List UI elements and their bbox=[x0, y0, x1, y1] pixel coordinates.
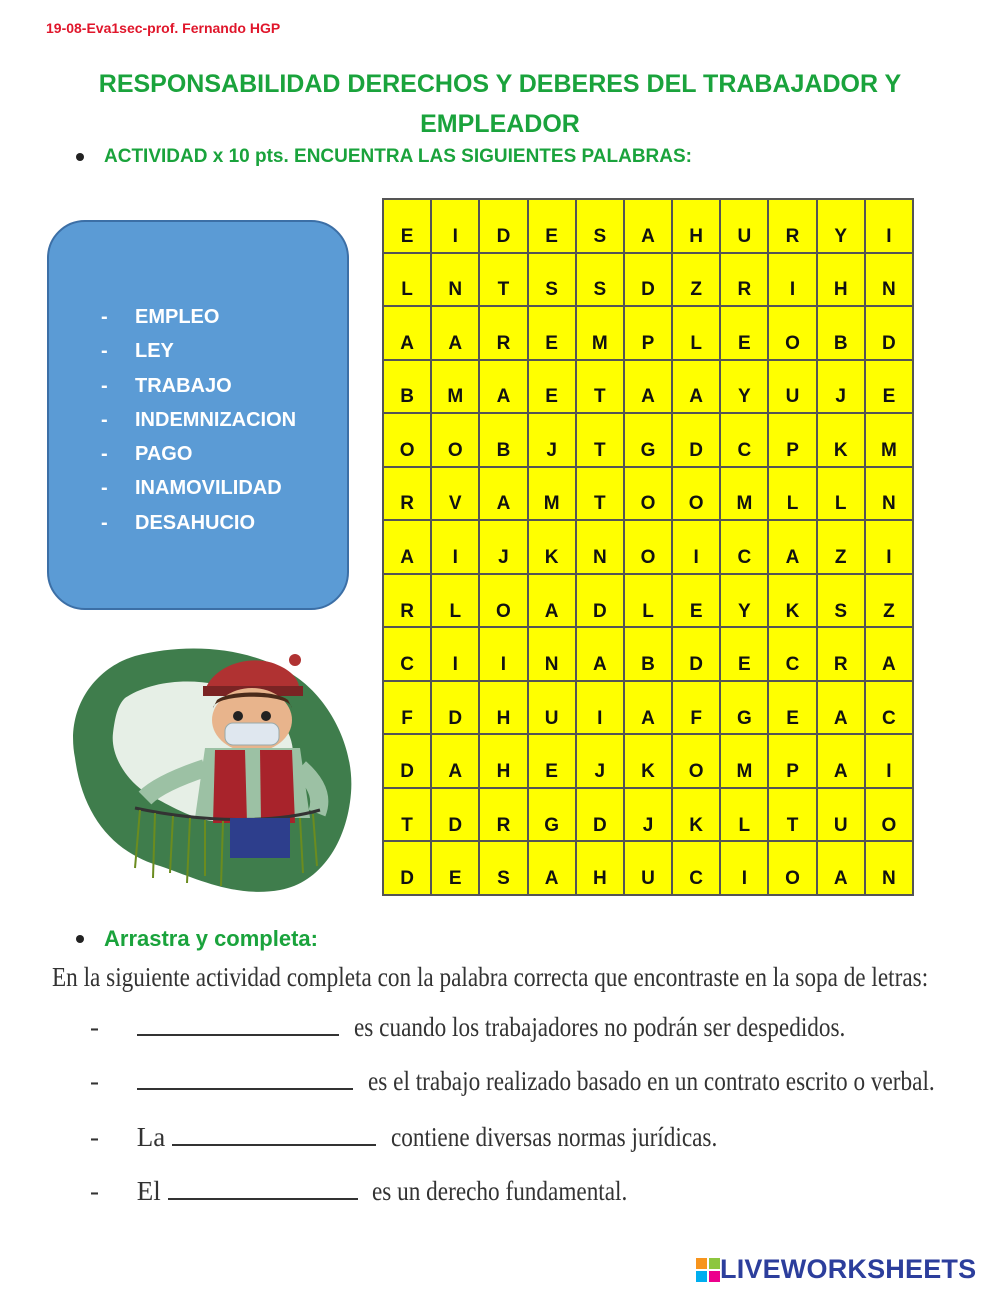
grid-cell[interactable]: D bbox=[383, 841, 431, 895]
grid-cell[interactable]: I bbox=[720, 841, 768, 895]
grid-cell[interactable]: N bbox=[865, 253, 913, 307]
grid-cell[interactable]: U bbox=[768, 360, 816, 414]
grid-cell[interactable]: O bbox=[768, 306, 816, 360]
grid-cell[interactable]: R bbox=[383, 467, 431, 521]
grid-cell[interactable]: S bbox=[817, 574, 865, 628]
grid-cell[interactable]: M bbox=[576, 306, 624, 360]
grid-cell[interactable]: C bbox=[720, 413, 768, 467]
grid-cell[interactable]: H bbox=[817, 253, 865, 307]
grid-cell[interactable]: R bbox=[383, 574, 431, 628]
drag-section-heading bbox=[76, 926, 318, 952]
grid-cell[interactable]: N bbox=[576, 520, 624, 574]
grid-cell[interactable]: H bbox=[479, 734, 527, 788]
word-text: TRABAJO bbox=[135, 374, 232, 397]
header-code: 19-08-Eva1sec-prof. Fernando HGP bbox=[46, 20, 281, 36]
grid-cell[interactable]: B bbox=[817, 306, 865, 360]
grid-cell[interactable]: B bbox=[624, 627, 672, 681]
grid-cell[interactable]: I bbox=[865, 734, 913, 788]
grid-cell[interactable]: R bbox=[768, 199, 816, 253]
grid-cell[interactable]: L bbox=[672, 306, 720, 360]
grid-cell[interactable]: D bbox=[431, 788, 479, 842]
grid-cell[interactable]: M bbox=[431, 360, 479, 414]
grid-cell[interactable]: H bbox=[576, 841, 624, 895]
grid-cell[interactable]: E bbox=[528, 360, 576, 414]
grid-cell[interactable]: E bbox=[720, 306, 768, 360]
grid-cell[interactable]: U bbox=[720, 199, 768, 253]
sentence-text: es cuando los trabajadores no podrán ser despedidos. bbox=[353, 1012, 845, 1042]
grid-cell[interactable]: A bbox=[576, 627, 624, 681]
grid-cell[interactable]: E bbox=[768, 681, 816, 735]
grid-cell[interactable]: B bbox=[479, 413, 527, 467]
grid-cell[interactable]: R bbox=[479, 306, 527, 360]
word-text: INDEMNIZACION bbox=[135, 408, 297, 431]
page-title: RESPONSABILIDAD DERECHOS Y DEBERES DEL TRABAJADOR Y EMPLEADOR bbox=[98, 70, 902, 138]
grid-cell[interactable]: A bbox=[624, 681, 672, 735]
sentence-1 bbox=[90, 1012, 925, 1043]
grid-cell[interactable]: O bbox=[624, 467, 672, 521]
word-dash: - bbox=[101, 408, 108, 431]
grid-cell[interactable]: T bbox=[768, 788, 816, 842]
grid-cell[interactable]: D bbox=[865, 306, 913, 360]
grid-cell[interactable]: M bbox=[528, 467, 576, 521]
grid-cell[interactable]: C bbox=[865, 681, 913, 735]
grid-cell[interactable]: T bbox=[576, 360, 624, 414]
activity-heading bbox=[76, 146, 692, 168]
grid-cell[interactable]: I bbox=[431, 520, 479, 574]
hat-pompom bbox=[289, 654, 301, 666]
grid-cell[interactable]: E bbox=[528, 199, 576, 253]
grid-cell[interactable]: T bbox=[576, 467, 624, 521]
sentence-text: contiene diversas normas jurídicas. bbox=[390, 1122, 718, 1152]
child-weaving-illustration bbox=[55, 638, 365, 900]
grid-cell[interactable]: G bbox=[528, 788, 576, 842]
grid-cell[interactable]: S bbox=[528, 253, 576, 307]
grid-cell[interactable]: J bbox=[817, 360, 865, 414]
grid-cell[interactable]: L bbox=[383, 253, 431, 307]
activity-label: ACTIVIDAD x 10 pts. ENCUENTRA LAS SIGUIENTES PALABRAS: bbox=[104, 146, 692, 167]
word-list-item bbox=[101, 334, 296, 368]
grid-cell[interactable]: U bbox=[817, 788, 865, 842]
grid-cell[interactable]: E bbox=[383, 199, 431, 253]
grid-cell[interactable]: E bbox=[865, 360, 913, 414]
sentence-text: es el trabajo realizado basado en un contrato escrito o verbal. bbox=[367, 1066, 935, 1096]
grid-cell[interactable]: N bbox=[528, 627, 576, 681]
grid-cell[interactable]: T bbox=[383, 788, 431, 842]
grid-cell[interactable]: B bbox=[383, 360, 431, 414]
grid-cell[interactable]: R bbox=[479, 788, 527, 842]
grid-cell[interactable]: O bbox=[431, 413, 479, 467]
word-list-box bbox=[47, 220, 349, 610]
drag-section-title: Arrastra y completa: bbox=[104, 926, 318, 951]
grid-cell[interactable]: A bbox=[383, 306, 431, 360]
grid-cell[interactable]: T bbox=[479, 253, 527, 307]
grid-cell[interactable]: K bbox=[624, 734, 672, 788]
grid-cell[interactable]: L bbox=[720, 788, 768, 842]
grid-cell[interactable]: Z bbox=[865, 574, 913, 628]
liveworksheets-logo[interactable] bbox=[696, 1254, 976, 1285]
grid-cell[interactable]: J bbox=[528, 413, 576, 467]
grid-cell[interactable]: E bbox=[672, 574, 720, 628]
grid-cell[interactable]: S bbox=[576, 199, 624, 253]
grid-cell[interactable]: L bbox=[768, 467, 816, 521]
grid-cell[interactable]: C bbox=[720, 520, 768, 574]
grid-cell[interactable]: A bbox=[624, 360, 672, 414]
word-text: LEY bbox=[135, 340, 174, 363]
grid-cell[interactable]: D bbox=[479, 199, 527, 253]
grid-cell[interactable]: C bbox=[383, 627, 431, 681]
word-text: DESAHUCIO bbox=[135, 511, 256, 534]
sentence-dash: - bbox=[90, 1122, 99, 1152]
grid-cell[interactable]: L bbox=[431, 574, 479, 628]
grid-cell[interactable]: O bbox=[768, 841, 816, 895]
grid-cell[interactable]: C bbox=[672, 841, 720, 895]
grid-cell[interactable]: A bbox=[817, 841, 865, 895]
grid-cell[interactable]: L bbox=[817, 467, 865, 521]
grid-cell[interactable]: D bbox=[576, 574, 624, 628]
sentence-2 bbox=[90, 1066, 1000, 1097]
drop-blank-4[interactable] bbox=[168, 1176, 358, 1200]
grid-cell[interactable]: P bbox=[768, 734, 816, 788]
word-dash: - bbox=[101, 374, 108, 397]
grid-cell[interactable]: Z bbox=[672, 253, 720, 307]
grid-cell[interactable]: A bbox=[431, 734, 479, 788]
grid-cell[interactable]: A bbox=[865, 627, 913, 681]
bullet-icon bbox=[76, 153, 84, 161]
word-text: EMPLEO bbox=[135, 306, 220, 328]
grid-cell[interactable]: Z bbox=[817, 520, 865, 574]
drop-blank-3[interactable] bbox=[172, 1122, 376, 1146]
sentence-dash: - bbox=[90, 1012, 99, 1042]
grid-cell[interactable]: M bbox=[720, 734, 768, 788]
grid-cell[interactable]: P bbox=[768, 413, 816, 467]
vest-right bbox=[260, 750, 295, 823]
grid-cell[interactable]: J bbox=[624, 788, 672, 842]
grid-cell[interactable]: R bbox=[720, 253, 768, 307]
grid-cell[interactable]: M bbox=[720, 467, 768, 521]
grid-cell[interactable]: K bbox=[672, 788, 720, 842]
grid-cell[interactable]: H bbox=[672, 199, 720, 253]
grid-cell[interactable]: N bbox=[865, 467, 913, 521]
grid-cell[interactable]: K bbox=[528, 520, 576, 574]
grid-cell[interactable]: R bbox=[817, 627, 865, 681]
grid-cell[interactable]: A bbox=[383, 520, 431, 574]
grid-cell[interactable]: I bbox=[865, 199, 913, 253]
logo-square-2 bbox=[709, 1258, 720, 1269]
grid-cell[interactable]: I bbox=[576, 681, 624, 735]
word-list-item bbox=[101, 403, 296, 437]
grid-cell[interactable]: I bbox=[768, 253, 816, 307]
drop-blank-2[interactable] bbox=[137, 1066, 353, 1090]
grid-cell[interactable]: V bbox=[431, 467, 479, 521]
grid-cell[interactable]: E bbox=[720, 627, 768, 681]
word-dash: - bbox=[101, 477, 108, 500]
grid-cell[interactable]: D bbox=[383, 734, 431, 788]
grid-cell[interactable]: O bbox=[479, 574, 527, 628]
logo-square-1 bbox=[696, 1258, 707, 1269]
word-list-item bbox=[101, 300, 296, 334]
grid-cell[interactable]: K bbox=[768, 574, 816, 628]
logo-square-3 bbox=[696, 1271, 707, 1282]
grid-cell[interactable]: U bbox=[624, 841, 672, 895]
grid-cell[interactable]: A bbox=[479, 360, 527, 414]
grid-cell[interactable]: S bbox=[479, 841, 527, 895]
grid-cell[interactable]: A bbox=[672, 360, 720, 414]
sentence-prefix: La bbox=[136, 1122, 166, 1152]
grid-cell[interactable]: Y bbox=[817, 199, 865, 253]
drop-blank-1[interactable] bbox=[137, 1012, 339, 1036]
grid-cell[interactable]: D bbox=[624, 253, 672, 307]
grid-cell[interactable]: I bbox=[431, 199, 479, 253]
grid-cell[interactable]: L bbox=[624, 574, 672, 628]
logo-icon bbox=[696, 1258, 720, 1282]
word-dash: - bbox=[101, 306, 108, 328]
grid-cell[interactable]: E bbox=[528, 734, 576, 788]
grid-cell[interactable]: A bbox=[817, 734, 865, 788]
grid-cell[interactable]: M bbox=[865, 413, 913, 467]
sentence-4 bbox=[90, 1176, 669, 1207]
grid-cell[interactable]: G bbox=[624, 413, 672, 467]
grid-cell[interactable]: P bbox=[624, 306, 672, 360]
word-text: PAGO bbox=[135, 443, 193, 466]
logo-text: LIVEWORKSHEETS bbox=[720, 1254, 977, 1284]
sentence-dash: - bbox=[90, 1066, 99, 1096]
grid-cell[interactable]: A bbox=[528, 841, 576, 895]
sentence-prefix: El bbox=[136, 1176, 161, 1206]
word-list-item bbox=[101, 369, 296, 403]
grid-cell[interactable]: Y bbox=[720, 360, 768, 414]
woven-cloth bbox=[230, 818, 290, 858]
grid-cell[interactable]: A bbox=[768, 520, 816, 574]
grid-cell[interactable]: D bbox=[672, 413, 720, 467]
grid-cell[interactable]: Y bbox=[720, 574, 768, 628]
grid-cell[interactable]: C bbox=[768, 627, 816, 681]
grid-cell[interactable]: I bbox=[865, 520, 913, 574]
word-dash: - bbox=[101, 511, 108, 534]
grid-cell[interactable]: T bbox=[576, 413, 624, 467]
word-list-item bbox=[101, 471, 296, 505]
grid-cell[interactable]: O bbox=[672, 734, 720, 788]
word-dash: - bbox=[101, 340, 108, 363]
grid-cell[interactable]: D bbox=[672, 627, 720, 681]
grid-cell[interactable]: A bbox=[624, 199, 672, 253]
sentence-3 bbox=[90, 1122, 770, 1153]
grid-cell[interactable]: A bbox=[817, 681, 865, 735]
grid-cell[interactable]: E bbox=[431, 841, 479, 895]
grid-cell[interactable]: O bbox=[624, 520, 672, 574]
grid-cell[interactable]: N bbox=[865, 841, 913, 895]
word-search-grid bbox=[382, 198, 914, 896]
grid-cell[interactable]: I bbox=[672, 520, 720, 574]
bullet-icon bbox=[76, 935, 84, 943]
sentence-dash: - bbox=[90, 1176, 99, 1206]
grid-cell[interactable]: A bbox=[479, 467, 527, 521]
grid-cell[interactable]: K bbox=[817, 413, 865, 467]
right-eye bbox=[261, 711, 271, 721]
grid-cell[interactable]: A bbox=[528, 574, 576, 628]
grid-cell[interactable]: S bbox=[576, 253, 624, 307]
vest-left bbox=[213, 750, 247, 823]
grid-cell[interactable]: G bbox=[720, 681, 768, 735]
instruction-text: En la siguiente actividad completa con la palabra correcta que encontraste en la sopa de letras: bbox=[52, 962, 929, 992]
grid-cell[interactable]: O bbox=[672, 467, 720, 521]
word-list-item bbox=[101, 506, 296, 540]
left-eye bbox=[233, 711, 243, 721]
grid-cell[interactable]: F bbox=[672, 681, 720, 735]
word-dash: - bbox=[101, 443, 108, 466]
grid-cell[interactable]: E bbox=[528, 306, 576, 360]
face-mask bbox=[225, 723, 279, 745]
grid-cell[interactable]: D bbox=[431, 681, 479, 735]
grid-cell[interactable]: O bbox=[865, 788, 913, 842]
grid-cell[interactable]: J bbox=[576, 734, 624, 788]
grid-cell[interactable]: F bbox=[383, 681, 431, 735]
grid-cell[interactable]: U bbox=[528, 681, 576, 735]
grid-cell[interactable]: A bbox=[431, 306, 479, 360]
grid-cell[interactable]: N bbox=[431, 253, 479, 307]
grid-cell[interactable]: H bbox=[479, 681, 527, 735]
grid-cell[interactable]: D bbox=[576, 788, 624, 842]
word-text: INAMOVILIDAD bbox=[135, 477, 282, 500]
grid-cell[interactable]: I bbox=[431, 627, 479, 681]
word-list-item bbox=[101, 437, 296, 471]
sentence-text: es un derecho fundamental. bbox=[372, 1176, 628, 1206]
grid-cell[interactable]: O bbox=[383, 413, 431, 467]
grid-cell[interactable]: I bbox=[479, 627, 527, 681]
grid-cell[interactable]: J bbox=[479, 520, 527, 574]
logo-square-4 bbox=[709, 1271, 720, 1282]
word-list bbox=[101, 300, 296, 540]
